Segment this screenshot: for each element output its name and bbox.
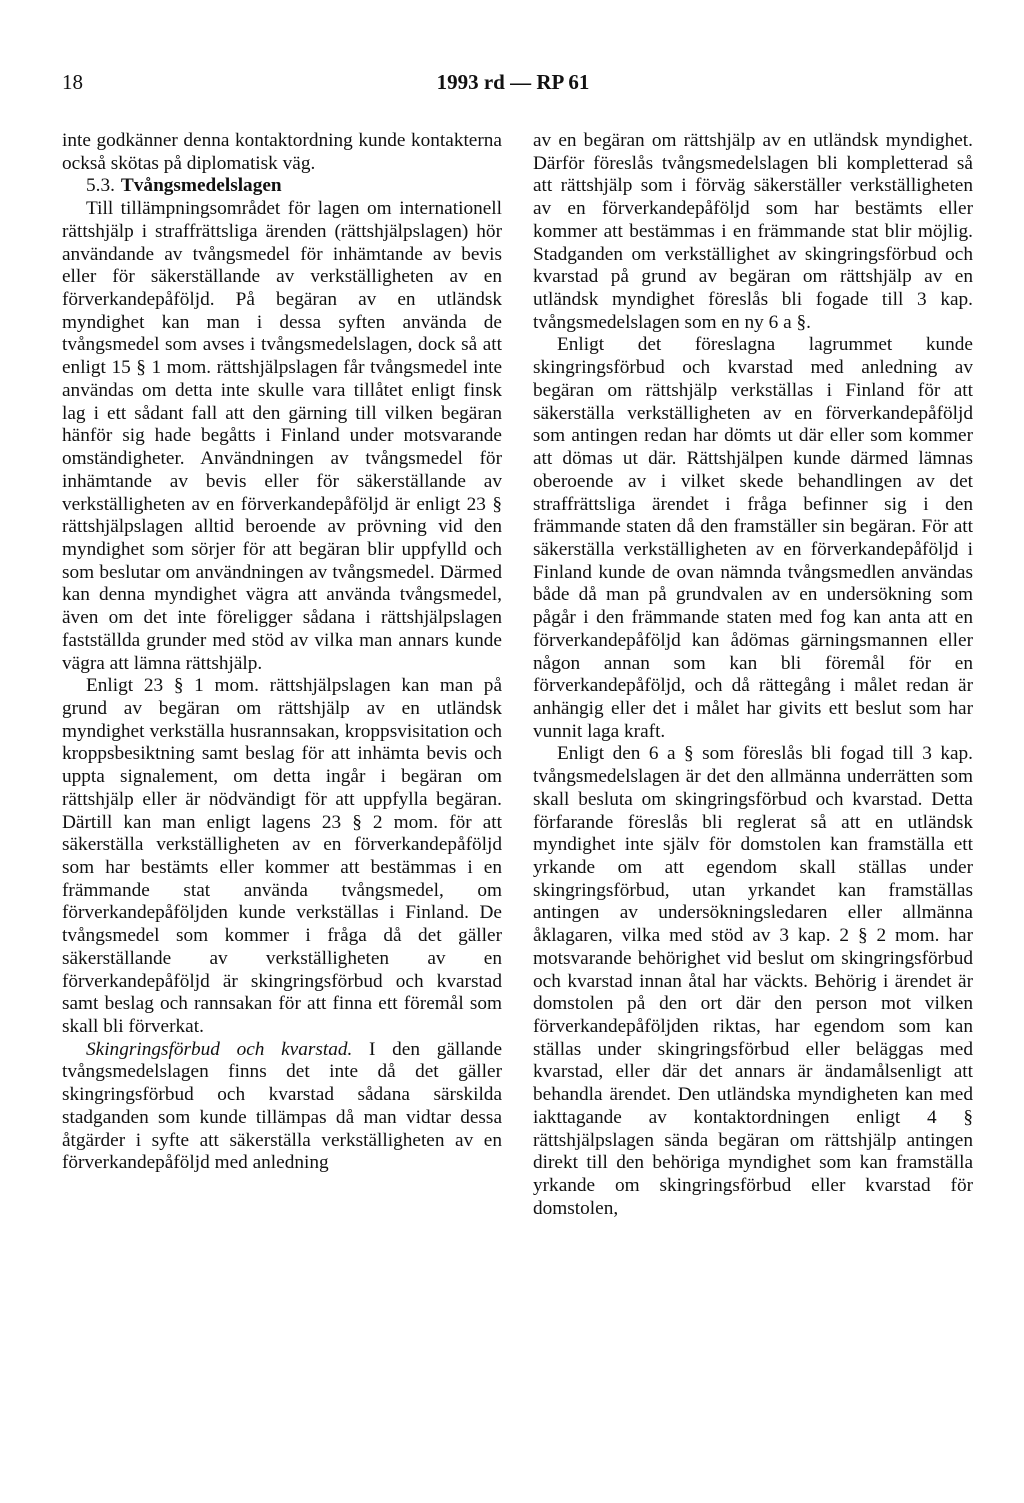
- continuation-text: av en begäran om rättshjälp av en utländsk myndighet. Därför föreslås tvångsmedelslagen bli kompletterad så att rättshjälp som i förväg säkerställer verkställigheten av en förverkandepåföljd som har bestämts eller kommer att bestämmas i en främmande stat blir möjlig. Stadganden om verkställighet av skingringsförbud och kvarstad på grund av begäran om rättshjälp av en utländsk myndighet föreslås bli fogade till 3 kap. tvångsmedelslagen som en ny 6 a §.: [533, 130, 973, 333]
- paragraph: Till tillämpningsområdet för lagen om internationell rättshjälp i straffrättsliga ärenden (rättshjälpslagen) hör användande av tvångsmedel för inhämtande av bevis eller för säkerställande av verkställigheten av en förverkandepåföljd. På begäran av en utländsk myndighet kan man i dessa syften använda de tvångsmedel som avses i tvångsmedelslagen, dock så att enligt 15 § 1 mom. rättshjälpslagen får tvångsmedel inte användas om detta inte skulle vara tillåtet enligt finsk lag i ett sådant fall att den gärning till vilken begäran hänför sig hade begåtts i Finland under motsvarande omständigheter. Användningen av tvångsmedel för inhämtande av bevis eller för säkerställande av verkställigheten av en förverkandepåföljd är enligt 23 § rättshjälpslagen alltid beroende av prövning vid den myndighet som sörjer för att begäran blir uppfylld och som beslutar om användningen av tvångsmedel. Därmed kan denna myndighet vägra att använda tvångsmedel, även om det inte föreligger sådana i rättshjälpslagen fastställda grunder med stöd av vilka man annars kunde vägra att lämna rättshjälp.: [62, 198, 502, 674]
- right-column: [533, 130, 973, 1221]
- section-number: 5.3.: [86, 175, 115, 197]
- section-heading: [62, 175, 502, 198]
- opening-text: inte godkänner denna kontaktordning kunde kontakterna också skötas på diplomatisk väg.: [62, 130, 502, 174]
- page-number: 18: [62, 70, 83, 94]
- paragraph: [62, 1039, 502, 1175]
- paragraph-lead: Skingringsförbud och kvarstad.: [86, 1038, 353, 1060]
- paragraph-text: I den gällande tvångsmedelslagen finns det inte då det gäller skingringsförbud och kvarstad sådana särskilda stadganden som kunde tillämpas då man vidtar dessa åtgärder i syfte att säkerställa verkställigheten av en förverkandepåföljd med anledning: [62, 1038, 503, 1174]
- paragraph: Enligt det föreslagna lagrummet kunde skingringsförbud och kvarstad med anledning av begäran om rättshjälp verkställas i Finland för att säkerställa verkställigheten av en förverkandepåföljd som antingen redan har dömts ut där eller som kommer att dömas ut där. Rättshjälpen kunde därmed lämnas oberoende av i vilket skede behandlingen av det straffrättsliga ärendet i fråga befinner sig i den främmande staten då den framställer sin begäran. För att säkerställa verkställigheten av en förverkandepåföljd i Finland kunde de ovan nämnda tvångsmedlen användas både då man på grundvalen av en undersökning som pågår i den främmande staten med fog kan anta att en förverkandepåföljd kan ådömas gärningsmannen eller någon annan som kan bli föremål för en förverkandepåföljd, och då rättegång i målet redan är anhängig eller det i målet har givits ett beslut som har vunnit laga kraft.: [533, 334, 973, 742]
- running-title: 1993 rd — RP 61: [436, 70, 590, 94]
- paragraph: Enligt 23 § 1 mom. rättshjälpslagen kan man på grund av begäran om rättshjälp av en utländsk myndighet verkställa husrannsakan, kroppsvisitation och kroppsbesiktning samt beslag för att inhämta bevis och uppta signalement, om detta ingår i begäran om rättshjälp eller är nödvändigt för att uppfylla begäran. Därtill kan man enligt lagens 23 § 2 mom. för att säkerställa verkställigheten av en förverkandepåföljd som har bestämts eller kommer att bestämmas i en främmande stat använda tvångsmedel, om förverkandepåföljden kunde verkställas i Finland. De tvångsmedel som kommer i fråga då det gäller säkerställande av verkställigheten av en förverkandepåföljd är skingringsförbud och kvarstad samt beslag och rannsakan för att finna ett föremål som skall bli förverkat.: [62, 675, 502, 1038]
- section-title: Tvångsmedelslagen: [120, 175, 282, 197]
- paragraph: Enligt den 6 a § som föreslås bli fogad till 3 kap. tvångsmedelslagen är det den allmänna underrätten som skall besluta om skingringsförbud och kvarstad. Detta förfarande föreslås bli reglerat så att en utländsk myndighet inte själv för domstolen kan framställa ett yrkande om att egendom skall ställas under skingringsförbud, utan yrkandet kan framställas antingen av undersökningsledaren eller allmänna åklagaren, vilka med stöd av 3 kap. 2 § 2 mom. har motsvarande behörighet vid beslut om skingringsförbud och kvarstad innan åtal har väckts. Behörig i ärendet är domstolen på den ort där den person mot vilken förverkandepåföljden riktas, har egendom som kan ställas under skingringsförbud eller beläggas med kvarstad, eller där det annars är ändamålsenligt att behandla ärendet. Den utländska myndigheten kan med iakttagande av kontaktordningen enligt 4 § rättshjälpslagen sända begäran om rättshjälp antingen direkt till den behöriga myndighet som kan framställa yrkande om skingringsförbud eller kvarstad för domstolen,: [533, 743, 973, 1219]
- page-header: [62, 70, 964, 100]
- left-column: [62, 130, 502, 1175]
